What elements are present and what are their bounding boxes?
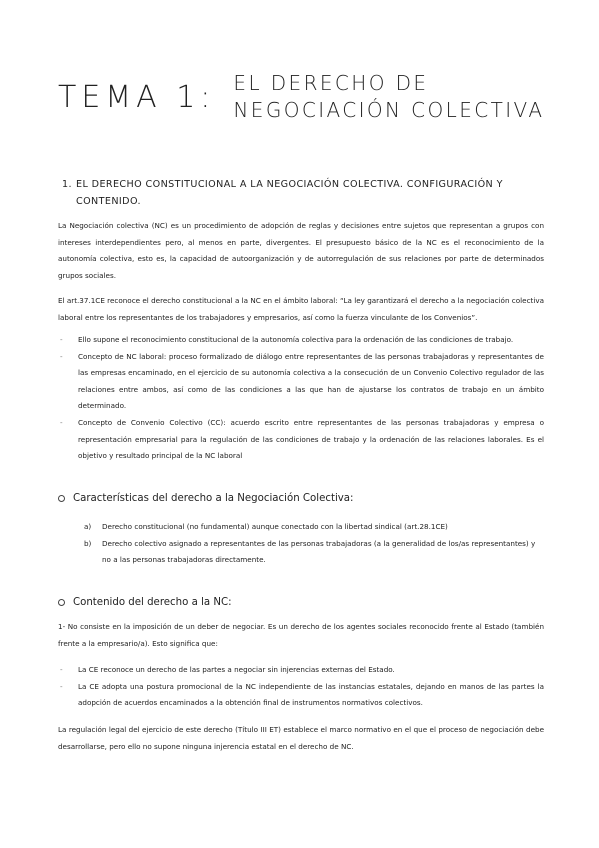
paragraph-art37: El art.37.1CE reconoce el derecho constitucional a la NC en el ámbito laboral: “La ley garantizará el derecho a la negociación colectiva laboral entre los representantes de los trabajadores y empresarios, así como la fuerza vinculante de los Convenios”. [58,296,544,322]
subsection-contenido [58,597,232,608]
list-marker: b) [84,538,92,548]
paragraph-intro: La Negociación colectiva (NC) es un procedimiento de adopción de reglas y decisiones entre sujetos que representan a grupos con intereses interdependientes pero, al menos en parte, divergentes. El presupuesto básico de la NC es el reconocimiento de la autonomía colectiva, esto es, la capacidad de autoorganización y de autorregulación de sus relaciones por parte de determinados grupos sociales. [58,221,544,280]
circle-bullet-icon [58,495,65,502]
tema-label: TEMA 1: [58,80,216,115]
contenido-list [58,662,544,712]
subsection-caracteristicas [58,493,353,504]
tema-subtitle [233,70,544,124]
list-item: - Concepto de NC laboral: proceso formalizado de diálogo entre representantes de las personas trabajadoras y representantes de las empresas encaminado, en el ejercicio de su autonomía colectiva a la consecución de un Convenio Colectivo regulador de las relaciones entre ambos, así como de las condiciones a las que han de ajustarse los contratos de trabajo en un ámbito determinado. [58,349,544,415]
tema-subtitle-line2: NEGOCIACIÓN COLECTIVA [233,98,545,122]
dash-marker: - [60,351,63,361]
subsection-title: Características del derecho a la Negociación Colectiva: [73,493,354,504]
paragraph-contenido-1: 1- No consiste en la imposición de un deber de negociar. Es un derecho de los agentes sociales reconocido frente al Estado (también frente a la empresario/a). Esto significa que: [58,622,544,648]
heading-text: EL DERECHO CONSTITUCIONAL A LA NEGOCIACIÓN COLECTIVA. CONFIGURACIÓN Y [76,179,503,190]
dash-marker: - [60,335,63,344]
dash-marker: - [60,681,63,691]
dash-marker: - [60,665,63,674]
list-item: a) Derecho constitucional (no fundamental) aunque conectado con la libertad sindical (art.28.1CE) [84,519,544,536]
list-item: - Ello supone el reconocimiento constitucional de la autonomía colectiva para la ordenación de las condiciones de trabajo. [58,332,544,349]
list-item: - Concepto de Convenio Colectivo (CC): acuerdo escrito entre representantes de las personas trabajadoras y empresa o representación empresarial para la regulación de las condiciones de trabajo y la ordenación de las relaciones laborales. Es el objetivo y resultado principal de la NC laboral [58,415,544,465]
paragraph-regulacion: La regulación legal del ejercicio de este derecho (Título III ET) establece el marco normativo en el que el proceso de negociación debe desarrollarse, pero ello no supone ninguna injerencia estatal en el derecho de NC. [58,725,544,751]
characteristics-list [84,519,544,569]
dash-marker: - [60,417,63,427]
concept-list [58,332,544,465]
subsection-title: Contenido del derecho a la NC: [73,597,232,608]
section-heading-1 [62,176,562,210]
list-item: - La CE reconoce un derecho de las partes a negociar sin injerencias externas del Estado. [58,662,544,679]
list-marker: a) [84,522,92,531]
heading-number: 1. [62,179,72,190]
circle-bullet-icon [58,599,65,606]
document-title [58,70,544,124]
list-item: b) Derecho colectivo asignado a representantes de las personas trabajadoras (a la generalidad de los/as representantes) y no a las personas trabajadoras directamente. [84,536,544,569]
list-item: - La CE adopta una postura promocional de la NC independiente de las instancias estatales, dejando en manos de las partes la adopción de acuerdos encaminados a la obtención final de instrumentos normativos colectivos. [58,679,544,712]
tema-subtitle-line1: EL DERECHO DE [233,71,429,95]
heading-text-cont: CONTENIDO. [76,196,141,207]
